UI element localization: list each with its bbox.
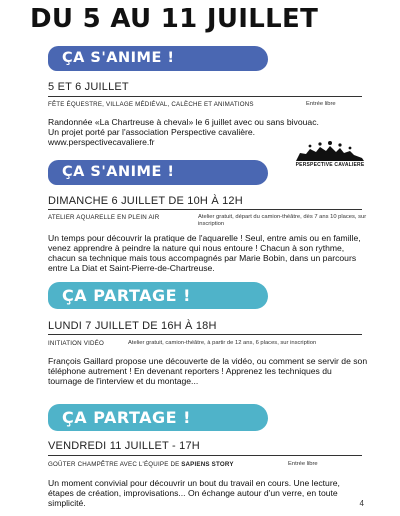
event-meta	[48, 461, 362, 468]
event-meta	[48, 340, 362, 347]
divider	[48, 96, 362, 97]
event-description: François Gaillard propose une découverte de la vidéo, ou comment se servir de son téléphone autrement ! En devenant reporters ! Apprenez les techniques du tournage de l'interview et du montage...	[48, 356, 368, 386]
description-line: Randonnée «La Chartreuse à cheval» le 6 juillet avec ou sans bivouac.	[48, 117, 319, 127]
divider	[48, 209, 362, 210]
section-banner: ÇA S'ANIME !	[48, 160, 268, 185]
website-link[interactable]: www.perspectivecavaliere.fr	[48, 137, 155, 147]
page-title: DU 5 AU 11 JUILLET	[30, 4, 319, 34]
event-type: GOÛTER CHAMPÊTRE AVEC L'ÉQUIPE DE	[48, 461, 180, 468]
event-date: 5 ET 6 JUILLET	[48, 81, 129, 93]
event-meta	[48, 214, 367, 227]
divider	[48, 334, 362, 335]
perspective-cavaliere-logo	[292, 137, 368, 171]
event-note: Entrée libre	[288, 461, 318, 467]
section-banner: ÇA S'ANIME !	[48, 46, 268, 71]
event-note: Entrée libre	[306, 101, 336, 107]
event-date: VENDREDI 11 JUILLET - 17H	[48, 440, 200, 452]
event-type: ATELIER AQUARELLE EN PLEIN AIR	[48, 214, 160, 221]
event-description: Un moment convivial pour découvrir un bout du travail en cours. Une lecture, étapes de création, improvisations... On échange autour d'un verre, en toute simplicité.	[48, 478, 340, 508]
section-banner: ÇA PARTAGE !	[48, 282, 268, 309]
divider	[48, 455, 362, 456]
page-number: 4	[359, 499, 364, 508]
event-date: LUNDI 7 JUILLET DE 16H À 18H	[48, 320, 217, 332]
event-note: Atelier gratuit, camion-théâtre, à partir de 12 ans, 6 places, sur inscription	[128, 340, 317, 346]
section-banner: ÇA PARTAGE !	[48, 404, 268, 431]
riders-silhouette-icon	[292, 137, 368, 163]
event-type-emphasis: SAPIENS STORY	[181, 461, 234, 468]
event-description: Un temps pour découvrir la pratique de l'aquarelle ! Seul, entre amis ou en famille, venez apprendre à peindre la nature qui nous entoure ! Chacun à son rythme, chacun sa technique mais tous accompagnés par Marie Bobin, dans un parcours entre La Diat et Saint-Pierre-de-Chartreuse.	[48, 233, 361, 273]
logo-text: PERSPECTIVE CAVALIERE	[295, 162, 365, 168]
event-date: DIMANCHE 6 JUILLET DE 10H À 12H	[48, 195, 243, 207]
event-note: Atelier gratuit, départ du camion-théâtre, dès 7 ans 10 places, sur inscription	[198, 214, 367, 227]
description-line: Un projet porté par l'association Perspective cavalière.	[48, 127, 256, 137]
event-type: FÊTE ÉQUESTRE, VILLAGE MÉDIÉVAL, CALÈCHE ET ANIMATIONS	[48, 101, 254, 108]
event-meta	[48, 101, 362, 108]
event-type: INITIATION VIDÉO	[48, 340, 105, 347]
